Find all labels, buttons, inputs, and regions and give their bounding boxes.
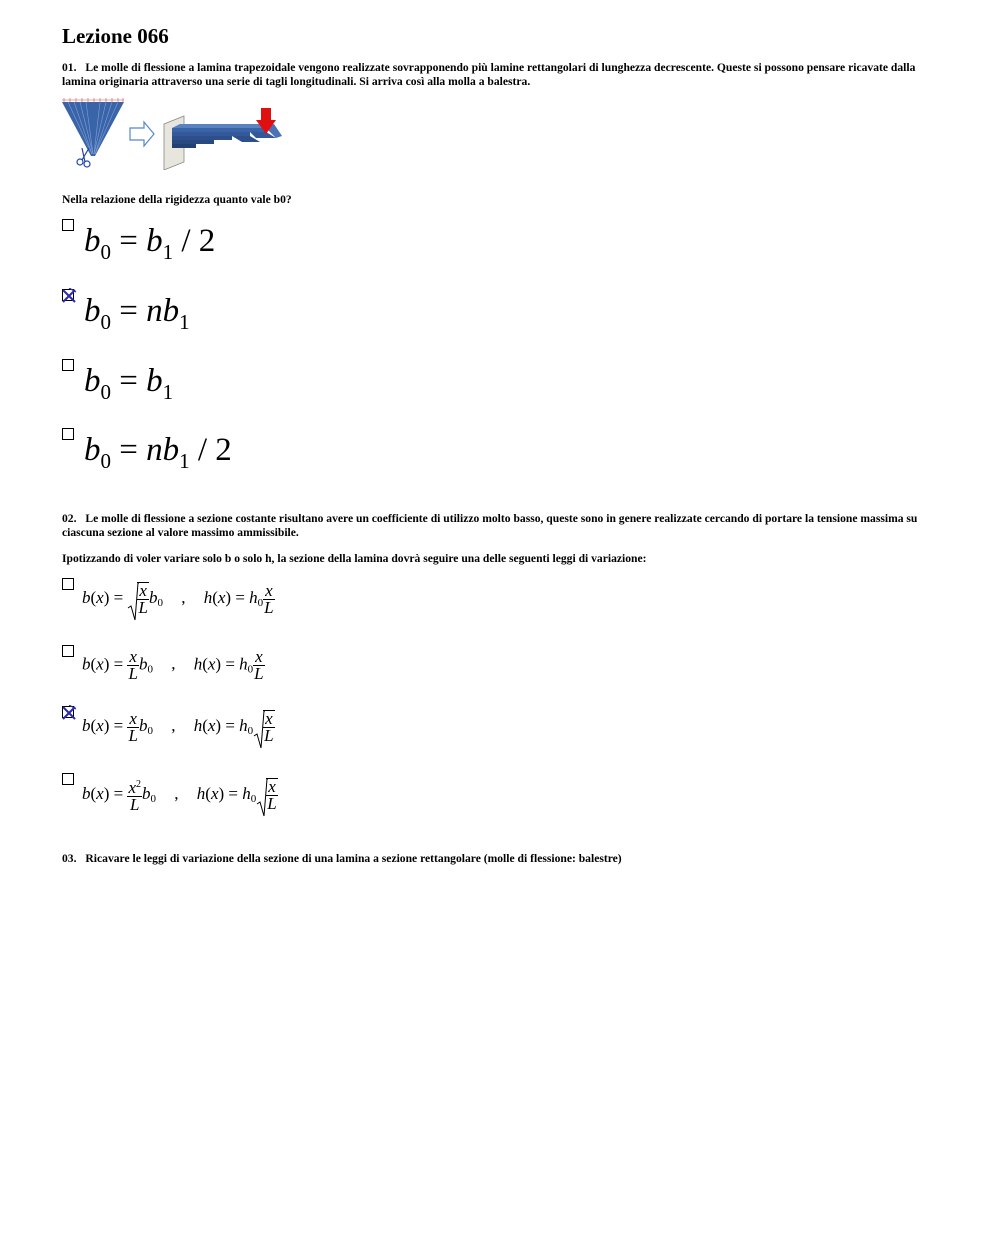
checkbox-empty[interactable] xyxy=(62,578,74,590)
formula-b0-eq-b1: $b_0 = b_1$ xyxy=(84,363,174,404)
check-cross-icon xyxy=(61,288,77,304)
question-body: Le molle di flessione a sezione costante risultano avere un coefficiente di utilizzo molto basso, queste sono in genere realizzate cercando di portare la tensione massima su ciascuna sezione al valore massimo ammissibile. xyxy=(62,512,918,539)
formula-linear-b-linear-h: b(x) = $\frac{x}{L}$ b0 , h(x) = h0 $\frac{x}{L}$ xyxy=(82,647,264,683)
check-cross-icon xyxy=(61,705,77,721)
question-01-prompt: Nella relazione della rigidezza quanto vale b0? xyxy=(62,193,292,206)
checkbox-empty[interactable] xyxy=(62,773,74,785)
checkbox-empty[interactable] xyxy=(62,428,74,440)
question-02-text xyxy=(62,512,942,539)
checkbox-checked[interactable] xyxy=(62,289,74,301)
checkbox-empty[interactable] xyxy=(62,645,74,657)
formula-linear-b-sqrt-h: b(x) = $\frac{x}{L}$ b0 , h(x) = h0 $\frac{x}{L}$ xyxy=(82,710,275,744)
checkbox-checked[interactable] xyxy=(62,706,74,718)
question-02-prompt: Ipotizzando di voler variare solo b o solo h, la sezione della lamina dovrà seguire una delle seguenti leggi di variazione: xyxy=(62,552,647,565)
question-number: 03. xyxy=(62,852,77,865)
question-number: 01. xyxy=(62,61,77,74)
scissors-icon xyxy=(77,148,90,167)
question-number: 02. xyxy=(62,512,77,525)
formula-b0-eq-nb1: $b_0 = nb_1$ xyxy=(84,293,190,334)
question-body: Ricavare le leggi di variazione della sezione di una lamina a sezione rettangolare (molle di flessione: balestre) xyxy=(85,852,622,865)
question-03-text xyxy=(62,852,942,866)
checkbox-empty[interactable] xyxy=(62,359,74,371)
question-01-text xyxy=(62,61,942,88)
formula-b0-eq-b1-over-2: $b_0 = b_1 / 2$ xyxy=(84,223,216,264)
question-body: Le molle di flessione a lamina trapezoidale vengono realizzate sovrapponendo più lamine rettangolari di lunghezza decrescente. Queste si possono pensare ricavate dalla lamina originaria attraverso una serie di tagli longitudinali. Si arriva così alla molla a balestra. xyxy=(62,61,916,88)
checkbox-empty[interactable] xyxy=(62,219,74,231)
page-title: Lezione 066 xyxy=(62,24,169,48)
formula-sqrt-b-linear-h: b(x) = $\frac{x}{L}$ b0 , h(x) = h0 $\frac{x}{L}$ xyxy=(82,582,275,616)
formula-b0-eq-nb1-over-2: $b_0 = nb_1 / 2$ xyxy=(84,432,232,473)
formula-quadratic-b-sqrt-h: b(x) = $\frac{x^2}{L}$ b0 , h(x) = h0 $\frac{x}{L}$ xyxy=(82,777,277,814)
right-arrow-icon xyxy=(130,122,154,146)
leaf-spring-illustration xyxy=(60,98,285,170)
